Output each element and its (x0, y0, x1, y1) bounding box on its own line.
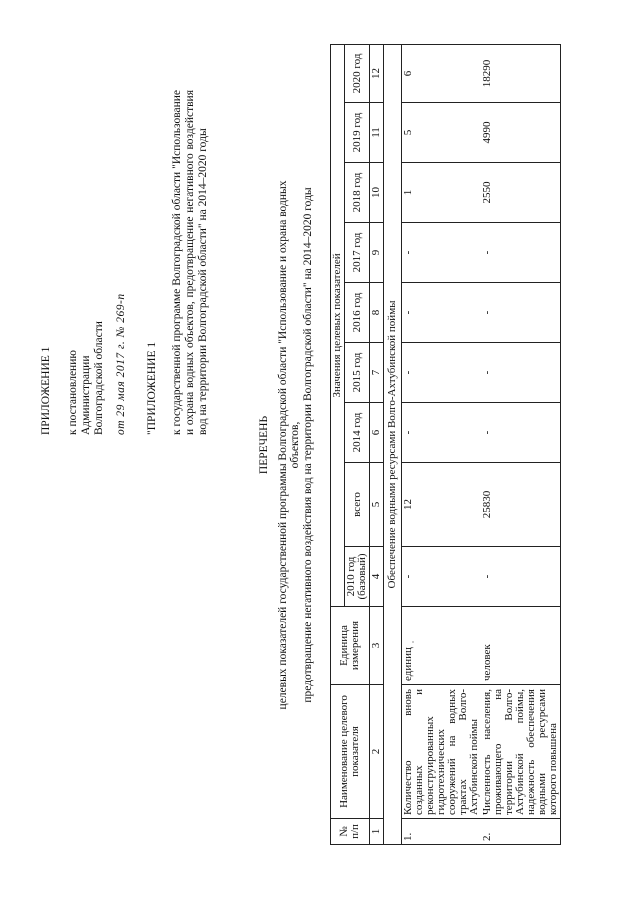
column-number: 3 (370, 607, 384, 685)
indicators-table (330, 44, 561, 845)
row-value: - (481, 283, 561, 343)
list-subtitle-2: предотвращение негативного воздействия вод на территории Волгоградской области" на 2014–2020 годы (301, 187, 314, 703)
row-value: 6 (402, 44, 482, 102)
row-total: 12 (402, 463, 482, 547)
column-number: 7 (370, 343, 384, 403)
region-line: Волгоградской области (93, 321, 105, 435)
header-values-group: Значения целевых показателей (331, 44, 345, 606)
row-value: - (402, 223, 482, 283)
column-number-row (370, 44, 384, 844)
date-number-text: от 29 мая 2017 г. № 269-п (115, 293, 127, 435)
table-row (402, 44, 482, 844)
column-number: 1 (370, 819, 384, 845)
header-year: 2016 год (345, 283, 370, 343)
header-year: 2020 год (345, 44, 370, 102)
header-year: 2015 год (345, 343, 370, 403)
row-value: 5 (402, 103, 482, 163)
row-value: - (481, 343, 561, 403)
column-number: 2 (370, 685, 384, 819)
column-number: 9 (370, 223, 384, 283)
list-subtitle-1: целевых показателей государственной программы Волгоградской области "Использование и охрана водных объектов, (276, 180, 301, 710)
header-unit: Единица измерения (331, 607, 370, 685)
row-value: 18290 (481, 44, 561, 102)
column-number: 8 (370, 283, 384, 343)
row-value: - (481, 223, 561, 283)
table-row (481, 44, 561, 844)
program-reference: к государственной программе Волгоградской области "Использование и охрана водных объектов, предотвращение негативного воздействия вод на территории Волгоградской области" на 2014–2020 годы (171, 90, 209, 435)
row-num: 2. (481, 819, 561, 845)
row-name: Количество вновь созданных и реконструированных гидротехнических сооружений на водных трактах Волго-Ахтубинской поймы (402, 685, 482, 819)
header-year: 2014 год (345, 403, 370, 463)
row-total: 25830 (481, 463, 561, 547)
column-number: 11 (370, 103, 384, 163)
row-num: 1. (402, 819, 482, 845)
appendix-header (40, 15, 210, 435)
list-title: ПЕРЕЧЕНЬ (258, 415, 270, 475)
column-number: 6 (370, 403, 384, 463)
row-base: - (481, 547, 561, 607)
row-value: - (402, 283, 482, 343)
header-name: Наименование целевого показателя (331, 685, 370, 819)
row-name: Численность населения, проживающего на территории Волго-Ахтубинской поймы, надежность обеспечения водными ресурсами которого повышена (481, 685, 561, 819)
row-value: 2550 (481, 163, 561, 223)
row-unit: человек (481, 607, 561, 685)
row-value: - (402, 403, 482, 463)
header-total: всего (345, 463, 370, 547)
header-year: 2018 год (345, 163, 370, 223)
date-number-line (115, 15, 128, 435)
row-value: - (481, 403, 561, 463)
header-year: 2019 год (345, 103, 370, 163)
column-number: 12 (370, 44, 384, 102)
row-unit: единиц (402, 607, 482, 685)
section-row (384, 44, 402, 844)
header-base-year: 2010 год (базовый) (345, 547, 370, 607)
header-num: № п/п (331, 819, 370, 845)
row-value: 1 (402, 163, 482, 223)
list-heading (258, 165, 314, 725)
header-row-1 (331, 44, 345, 844)
section-title: Обеспечение водными ресурсами Волго-Ахтубинской поймы (384, 44, 402, 844)
column-number: 5 (370, 463, 384, 547)
row-value: - (402, 343, 482, 403)
appendix-title: ПРИЛОЖЕНИЕ 1 (40, 346, 52, 435)
administration-line: Администрации (80, 355, 92, 435)
column-number: 4 (370, 547, 384, 607)
row-value: 4990 (481, 103, 561, 163)
header-year: 2017 год (345, 223, 370, 283)
column-number: 10 (370, 163, 384, 223)
to-decree-line: к постановлению (67, 350, 79, 435)
row-base: - (402, 547, 482, 607)
quote-appendix-title: "ПРИЛОЖЕНИЕ 1 (146, 341, 158, 435)
